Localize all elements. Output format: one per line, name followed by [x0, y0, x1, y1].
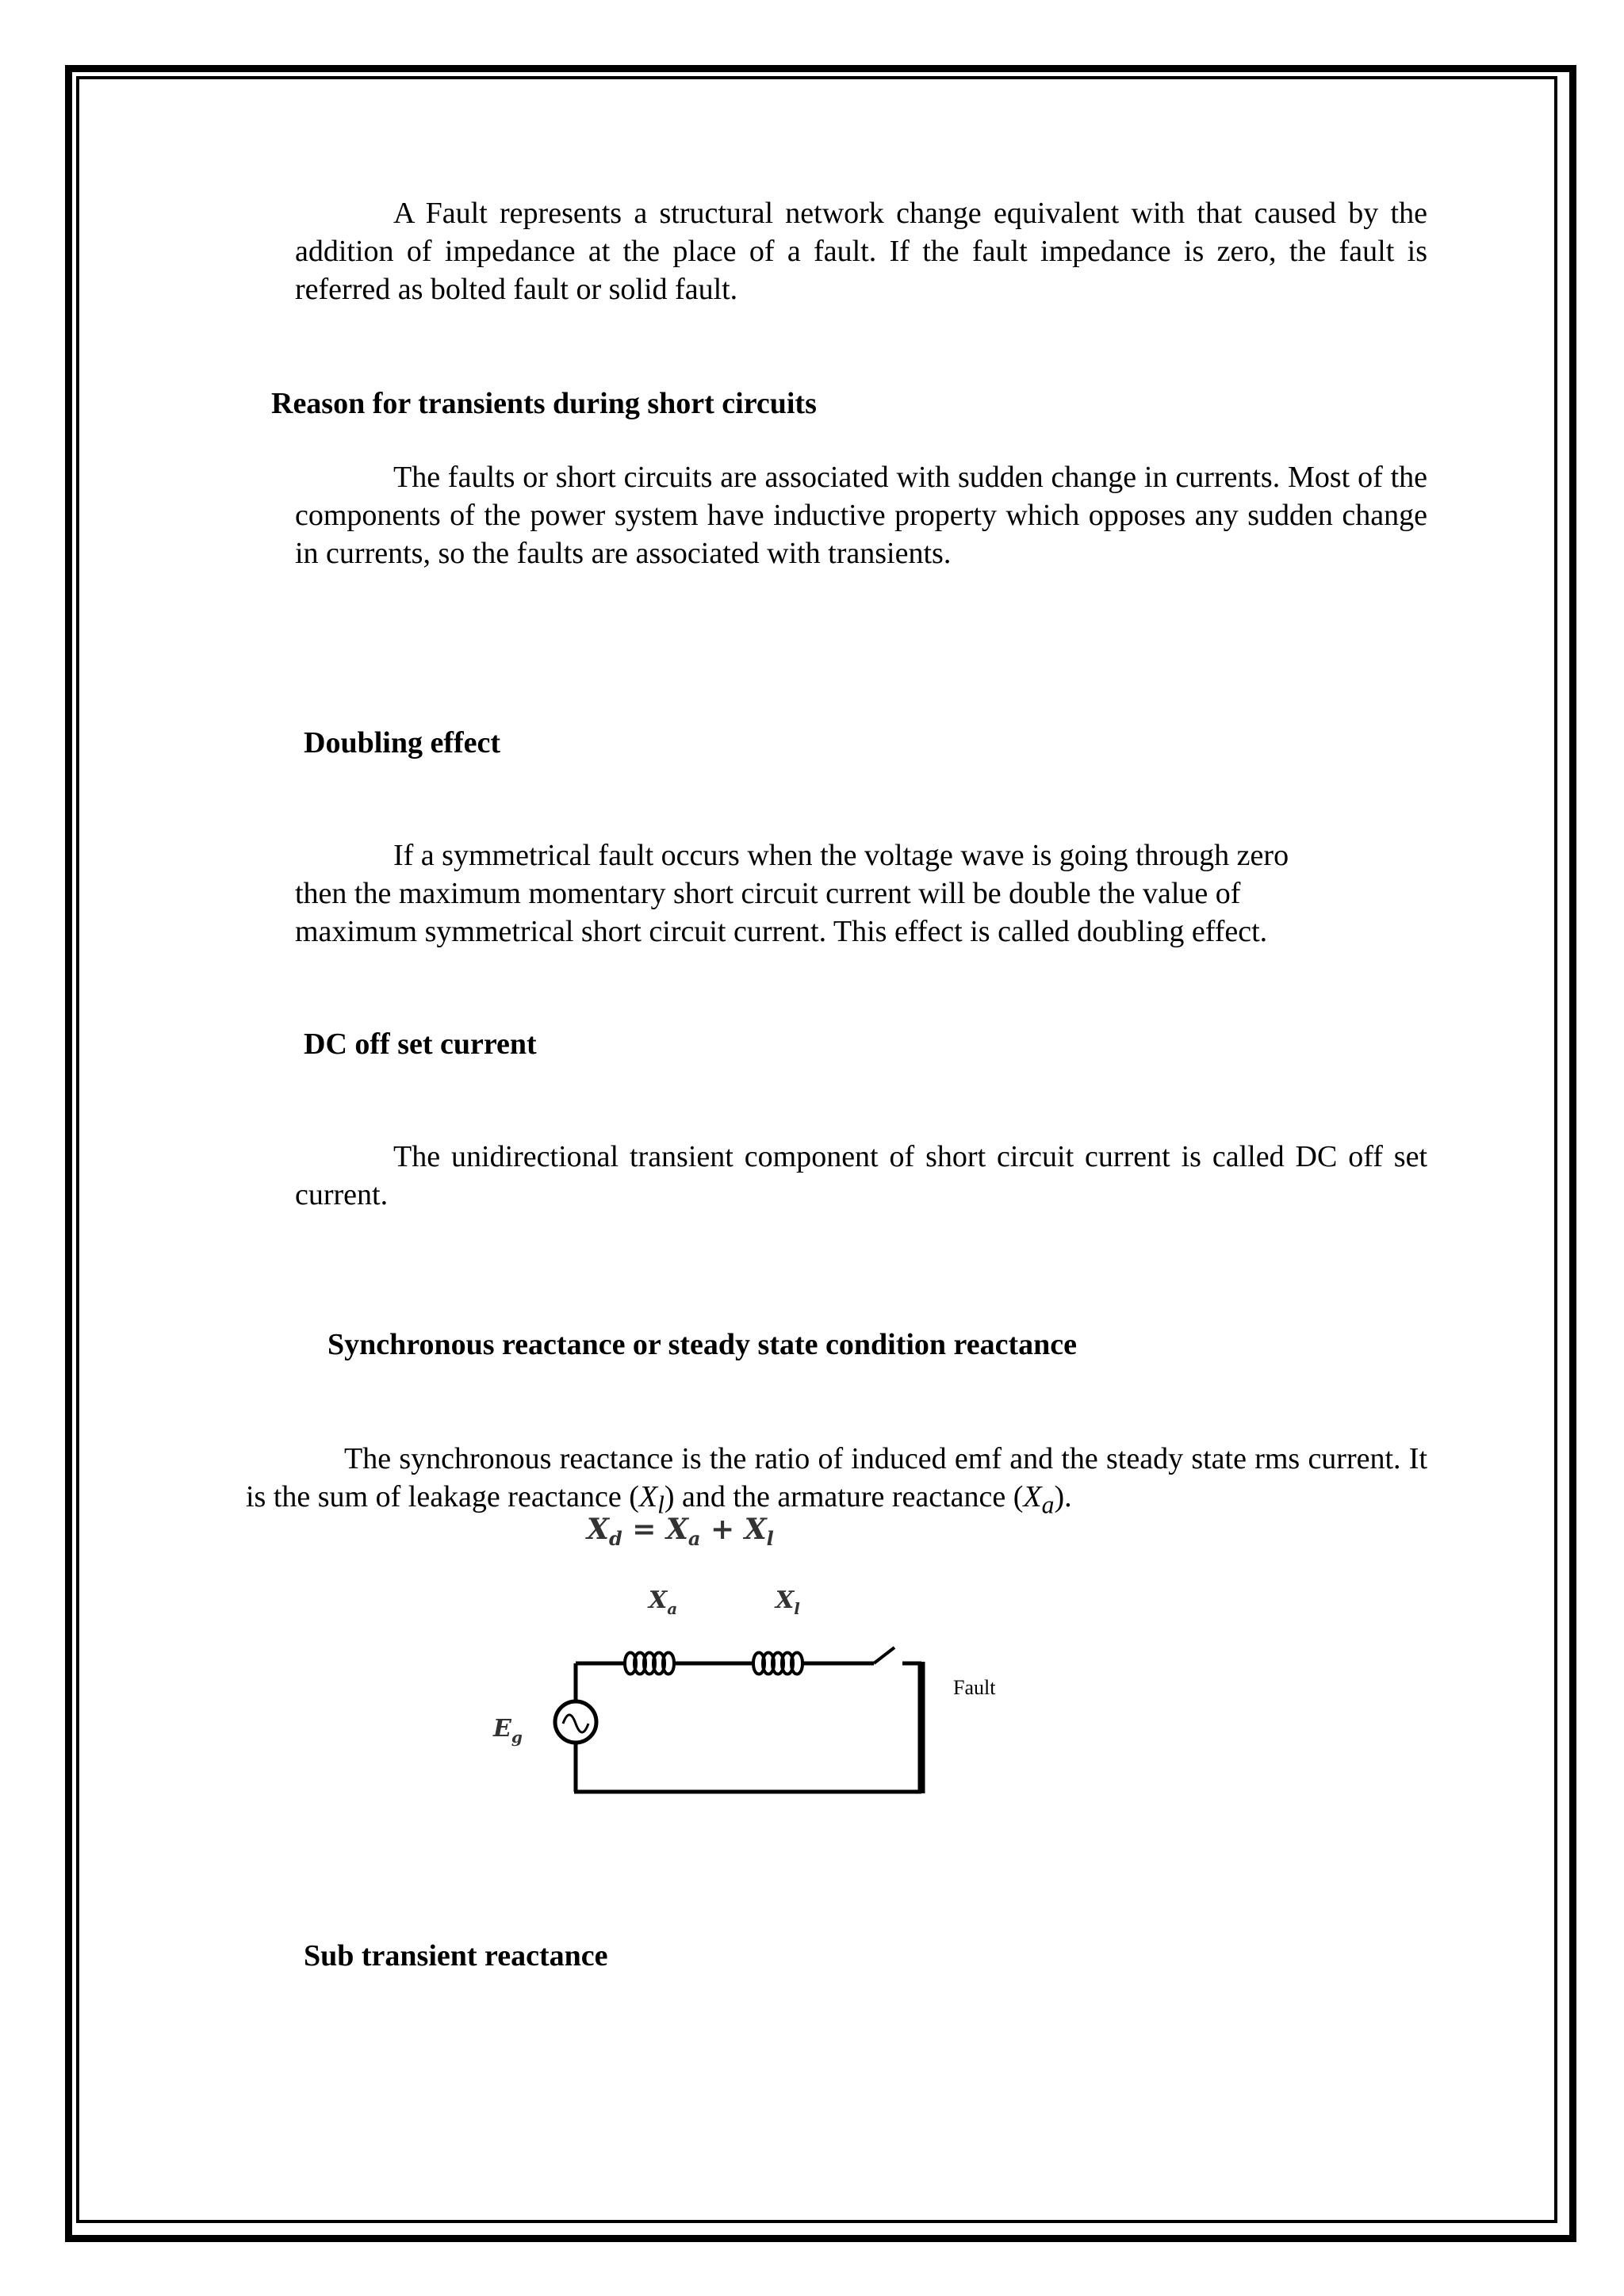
heading-sub-transient-reactance: Sub transient reactance [304, 1939, 608, 1973]
fault-label: Fault [953, 1676, 996, 1699]
label-xl: $X_l$ [776, 1586, 800, 1618]
inductor-xa [625, 1653, 674, 1674]
inductor-xl [753, 1653, 802, 1674]
label-xa: $X_a$ [649, 1586, 678, 1618]
paragraph-fault-definition: A Fault represents a structural network change equivalent with that caused by the addition of impedance at the place of a fault. If the fault impedance is zero, the fault is referred as bolted fault or solid fault. [295, 197, 1427, 306]
heading-transients: Reason for transients during short circuits [271, 387, 817, 420]
fault-switch [874, 1647, 894, 1663]
label-eg: $E_g$ [493, 1715, 523, 1747]
heading-synchronous-reactance: Synchronous reactance or steady state condition reactance [327, 1328, 1077, 1361]
equivalent-circuit-diagram [476, 1578, 967, 1816]
heading-doubling-effect: Doubling effect [304, 726, 501, 760]
paragraph-doubling-effect: If a symmetrical fault occurs when the voltage wave is going through zero then the maximum momentary short circuit current will be double the value of maximum symmetrical short circuit current. This effect is called doubling effect. [295, 839, 1289, 948]
paragraph-dc-offset: The unidirectional transient component of short circuit current is called DC off set current. [295, 1140, 1427, 1211]
reactance-formula: $X_d = X_a + X_l$ [587, 1513, 774, 1551]
ac-wave-icon [563, 1715, 588, 1732]
paragraph-synchronous-reactance: The synchronous reactance is the ratio of induced emf and the steady state rms current. It is the sum of leakage reactance $(X_l)$ and the armature reactance $(X_a)$. [246, 1442, 1427, 1519]
paragraph-transients: The faults or short circuits are associated with sudden change in currents. Most of the components of the power system have inductive property which opposes any sudden change in currents, so the faults are associated with transients. [295, 461, 1427, 570]
heading-dc-offset: DC off set current [304, 1027, 537, 1061]
